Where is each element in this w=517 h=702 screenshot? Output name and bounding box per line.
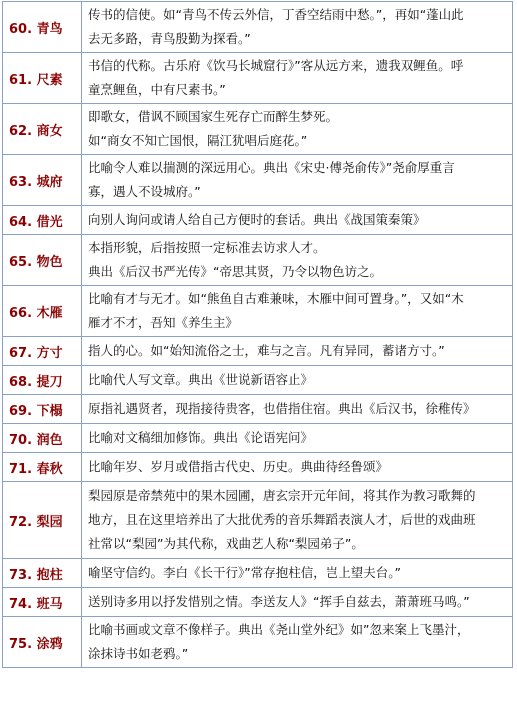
definition-line: 书信的代称。古乐府《饮马长城窟行》”客从远方来，遗我双鲤鱼。呼 bbox=[88, 58, 464, 73]
definition-line: 梨园原是帝禁苑中的果木园圃，唐玄宗开元年间，将其作为教习歌舞的 bbox=[88, 488, 476, 503]
term-cell bbox=[3, 53, 82, 104]
glossary-row bbox=[3, 482, 513, 559]
term-number: 67. bbox=[9, 345, 33, 361]
term-cell bbox=[3, 366, 82, 395]
term-number: 69. bbox=[9, 403, 33, 419]
term-word: 润色 bbox=[36, 432, 63, 448]
definition-line: 去无多路，青鸟殷勤为探看。” bbox=[88, 31, 251, 46]
definition-line: 涂抹诗书如老鸦。” bbox=[88, 646, 189, 661]
term-cell bbox=[3, 235, 82, 286]
glossary-row bbox=[3, 104, 513, 155]
definition-line: 传书的信使。如“青鸟不传云外信，丁香空结雨中愁。”，再如“蓬山此 bbox=[88, 7, 464, 22]
term-number: 65. bbox=[9, 254, 33, 270]
term-cell bbox=[3, 104, 82, 155]
definition-cell bbox=[82, 337, 513, 366]
term-cell bbox=[3, 286, 82, 337]
definition-cell bbox=[82, 482, 513, 559]
definition-line: 雁才不才，吾知《养生主》 bbox=[88, 315, 239, 330]
term-cell bbox=[3, 453, 82, 482]
definition-cell bbox=[82, 424, 513, 453]
glossary-row bbox=[3, 206, 513, 235]
definition-line: 比喻对文稿细加修饰。典出《论语宪问》 bbox=[88, 430, 314, 445]
definition-cell bbox=[82, 155, 513, 206]
term-number: 74. bbox=[9, 596, 33, 612]
term-number: 71. bbox=[9, 461, 33, 477]
term-cell bbox=[3, 482, 82, 559]
term-cell bbox=[3, 559, 82, 588]
glossary-row bbox=[3, 337, 513, 366]
definition-line: 比喻年岁、岁月或借指古代史、历史。典曲待经鲁颂》 bbox=[88, 459, 389, 474]
definition-cell bbox=[82, 2, 513, 53]
term-word: 下榻 bbox=[36, 403, 63, 419]
term-number: 61. bbox=[9, 72, 33, 88]
term-word: 方寸 bbox=[36, 345, 63, 361]
term-cell bbox=[3, 424, 82, 453]
term-word: 提刀 bbox=[36, 374, 63, 390]
definition-line: 地方，且在这里培养出了大批优秀的音乐舞蹈表演人才，后世的戏曲班 bbox=[88, 512, 476, 527]
term-word: 涂鸦 bbox=[36, 636, 63, 652]
term-cell bbox=[3, 617, 82, 668]
glossary-body bbox=[3, 2, 513, 668]
term-number: 72. bbox=[9, 514, 33, 530]
definition-line: 如“商女不知亡国恨，隔江犹唱后庭花。” bbox=[88, 133, 308, 148]
term-word: 班马 bbox=[36, 596, 63, 612]
glossary-row bbox=[3, 366, 513, 395]
definition-line: 本指形貌，后指按照一定标准去访求人才。 bbox=[88, 240, 326, 255]
term-word: 春秋 bbox=[36, 461, 63, 477]
glossary-row bbox=[3, 424, 513, 453]
term-word: 借光 bbox=[36, 214, 63, 230]
glossary-row bbox=[3, 617, 513, 668]
definition-line: 比喻书画或文章不像样子。典出《尧山堂外纪》如”忽来案上飞墨汁， bbox=[88, 622, 470, 637]
definition-cell bbox=[82, 286, 513, 337]
term-word: 木雁 bbox=[36, 305, 63, 321]
glossary-row bbox=[3, 155, 513, 206]
term-word: 青鸟 bbox=[36, 21, 63, 37]
glossary-row bbox=[3, 453, 513, 482]
term-number: 63. bbox=[9, 174, 33, 190]
term-word: 抱柱 bbox=[36, 567, 63, 583]
term-cell bbox=[3, 155, 82, 206]
term-number: 70. bbox=[9, 432, 33, 448]
definition-line: 指人的心。如“始知流俗之士，难与之言。凡有异同，蓄诸方寸。” bbox=[88, 343, 445, 358]
term-cell bbox=[3, 2, 82, 53]
definition-line: 比喻令人难以揣测的深远用心。典出《宋史·傅尧俞传》”尧俞厚重言 bbox=[88, 160, 455, 175]
term-number: 75. bbox=[9, 636, 33, 652]
glossary-row bbox=[3, 235, 513, 286]
definition-cell bbox=[82, 588, 513, 617]
term-word: 梨园 bbox=[36, 514, 63, 530]
definition-line: 比喻有才与无才。如“熊鱼自古难兼味，木雁中间可置身。”，又如“木 bbox=[88, 291, 464, 306]
glossary-table bbox=[2, 1, 513, 668]
definition-line: 比喻代人写文章。典出《世说新语容止》 bbox=[88, 372, 314, 387]
glossary-row bbox=[3, 2, 513, 53]
term-number: 73. bbox=[9, 567, 33, 583]
term-word: 商女 bbox=[36, 123, 63, 139]
definition-line: 送别诗多用以抒发惜别之情。李送友人》“挥手自兹去，萧萧班马鸣。” bbox=[88, 594, 470, 609]
definition-line: 喻坚守信约。李白《长干行》”常存抱柱信，岂上望夫台。” bbox=[88, 565, 401, 580]
definition-line: 童烹鲤鱼，中有尺素书。” bbox=[88, 82, 226, 97]
definition-cell bbox=[82, 235, 513, 286]
glossary-row bbox=[3, 559, 513, 588]
term-number: 64. bbox=[9, 214, 33, 230]
term-cell bbox=[3, 337, 82, 366]
term-number: 68. bbox=[9, 374, 33, 390]
term-number: 60. bbox=[9, 21, 33, 37]
definition-line: 寡，遇人不设城府。” bbox=[88, 184, 201, 199]
term-word: 物色 bbox=[36, 254, 63, 270]
definition-cell bbox=[82, 395, 513, 424]
term-cell bbox=[3, 395, 82, 424]
definition-cell bbox=[82, 104, 513, 155]
glossary-row bbox=[3, 588, 513, 617]
definition-cell bbox=[82, 53, 513, 104]
definition-line: 原指礼遇贤者，现指接待贵客，也借指住宿。典出《后汉书，徐稚传》 bbox=[88, 401, 476, 416]
glossary-row bbox=[3, 395, 513, 424]
glossary-row bbox=[3, 286, 513, 337]
definition-line: 典出《后汉书严光传》“帝思其贤，乃令以物色访之。 bbox=[88, 264, 382, 279]
term-number: 62. bbox=[9, 123, 33, 139]
term-word: 尺素 bbox=[36, 72, 63, 88]
term-cell bbox=[3, 206, 82, 235]
definition-cell bbox=[82, 617, 513, 668]
term-cell bbox=[3, 588, 82, 617]
definition-line: 即歌女，借讽不顾国家生死存亡而醉生梦死。 bbox=[88, 109, 339, 124]
definition-cell bbox=[82, 366, 513, 395]
definition-line: 向别人询问或请人给自己方便时的套话。典出《战国策秦策》 bbox=[88, 212, 426, 227]
definition-cell bbox=[82, 559, 513, 588]
definition-line: 社常以“梨园”为其代称，戏曲艺人称“梨园弟子”。 bbox=[88, 536, 364, 551]
definition-cell bbox=[82, 206, 513, 235]
glossary-row bbox=[3, 53, 513, 104]
term-number: 66. bbox=[9, 305, 33, 321]
definition-cell bbox=[82, 453, 513, 482]
term-word: 城府 bbox=[36, 174, 63, 190]
